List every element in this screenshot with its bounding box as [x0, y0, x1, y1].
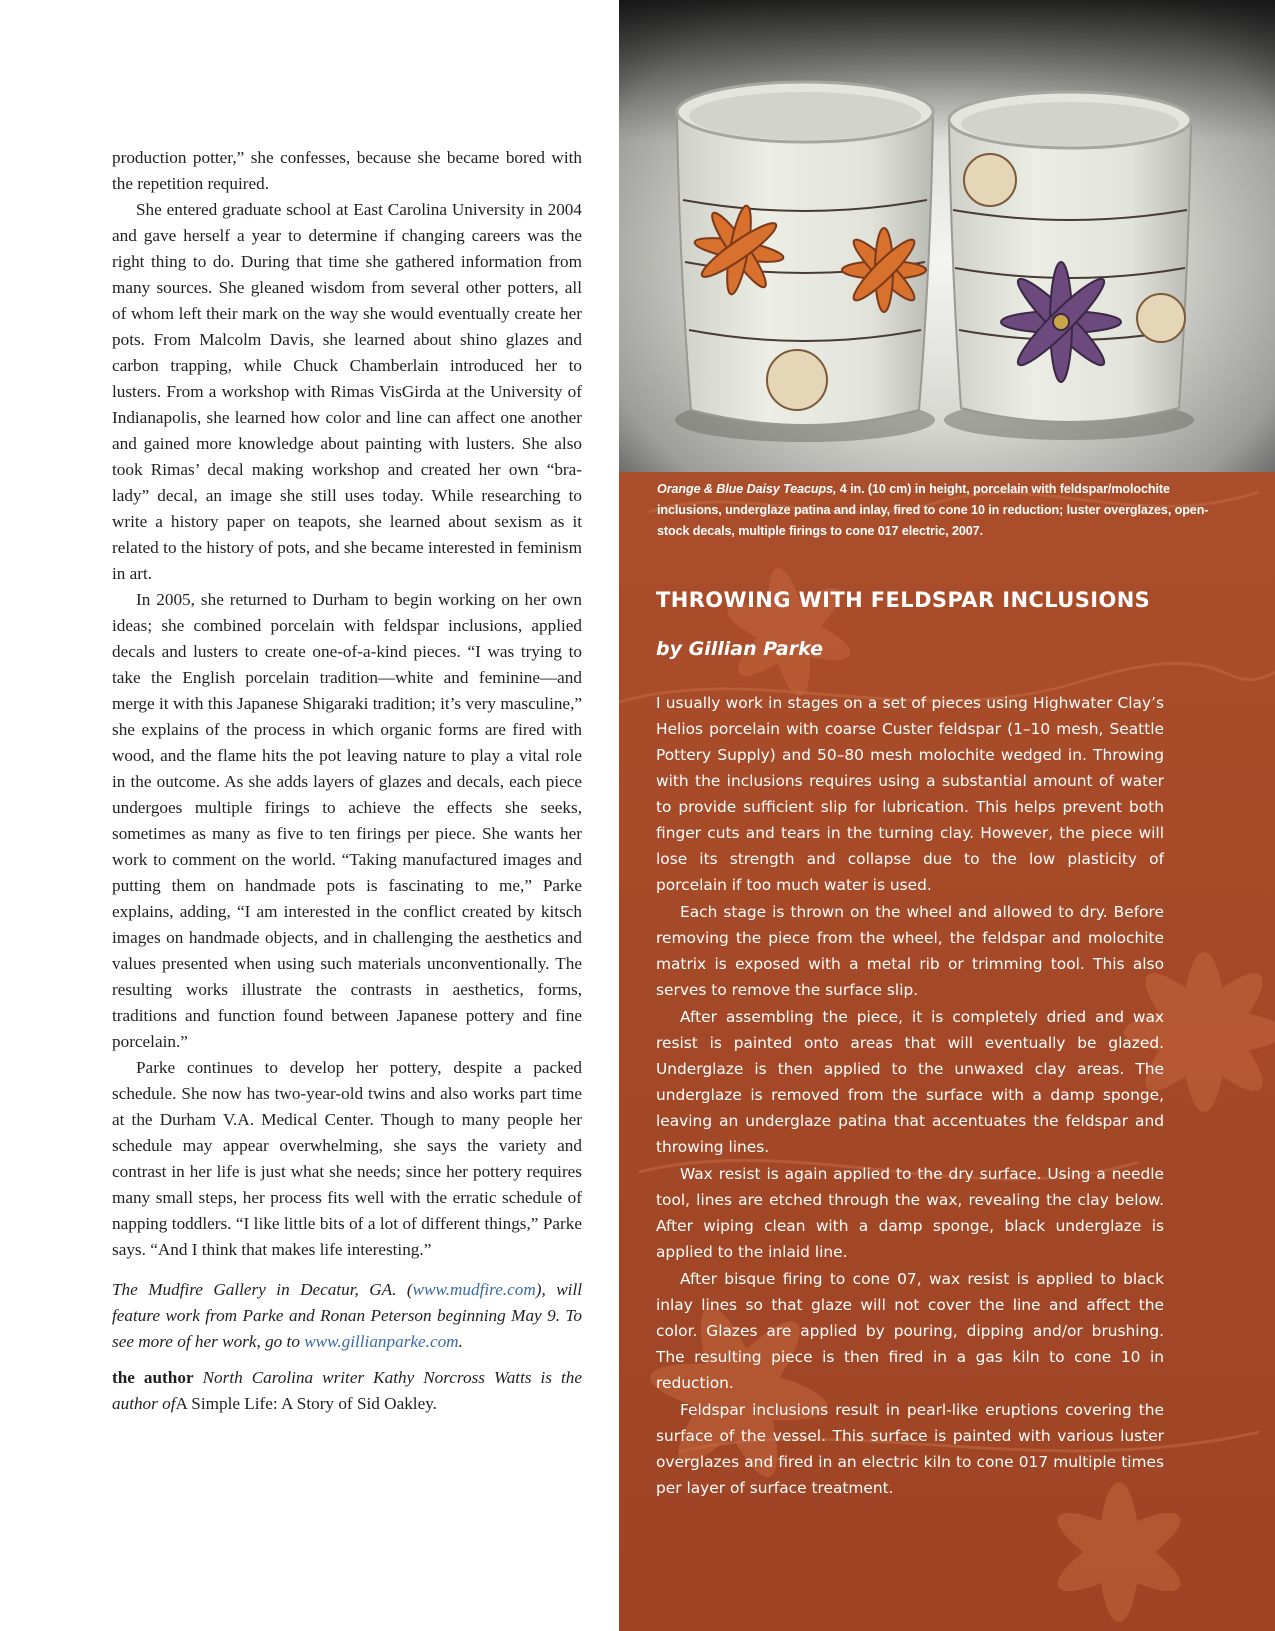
sidebar-paragraph: After assembling the piece, it is completely dried and wax resist is painted onto areas that will eventually be glazed. Underglaze is then applied to the unwaxed clay areas. The underglaze is removed from the surface with a damp sponge, leaving an underglaze patina that accentuates the feldspar and throwing lines. — [656, 1008, 1164, 1156]
sidebar-title: THROWING WITH FELDSPAR INCLUSIONS — [656, 588, 1151, 612]
sidebar-panel — [619, 0, 1275, 1631]
caption-title: Orange & Blue Daisy Teacups, — [657, 482, 837, 496]
article-paragraph: In 2005, she returned to Durham to begin working on her own ideas; she combined porcelain with feldspar inclusions, applied decals and lusters to create one-of-a-kind pieces. “I was trying to take the English porcelain tradition—white and feminine—and merge it with this Japanese Shigaraki tradition; it’s very masculine,” she explains of the process in which organic forms are fired with wood, and the flame hits the pot leaving nature to play a vital role in the outcome. As she adds layers of glazes and decals, each piece undergoes multiple firings to achieve the effects she seeks, sometimes as many as five to ten firings per piece. She wants her work to comment on the world. “Taking manufactured images and putting them on handmade pots is fascinating to me,” Parke explains, adding, “I am interested in the conflict created by kitsch images on handmade objects, and in challenging the aesthetics and values presented when using such materials unconventionally. The resulting works illustrate the contrasts in aesthetics, forms, traditions and function found between Japanese pottery and fine porcelain.” — [112, 590, 582, 1051]
article-paragraph: She entered graduate school at East Carolina University in 2004 and gave herself a year to determine if changing careers was the right thing to do. During that time she gathered information from many sources. She gleaned wisdom from several other potters, all of whom left their mark on the way she would eventually create her pots. From Malcolm Davis, she learned about shino glazes and carbon trapping, while Chuck Chamberlain introduced her to lusters. From a workshop with Rimas VisGirda at the University of Indianapolis, she learned how color and line can affect one another and gained more knowledge about painting with lusters. She also took Rimas’ decal making workshop and created her own “bra-lady” decal, an image she still uses today. While researching to write a history paper on teapots, she learned about sexism as it related to the history of pots, and she became interested in feminism in art. — [112, 200, 582, 583]
sidebar-body — [656, 690, 1164, 1502]
teacups-photo — [619, 0, 1275, 472]
author-text: North Carolina writer Kathy Norcross Watts is the author of — [112, 1368, 582, 1413]
teacups-illustration — [619, 0, 1275, 472]
book-title: A Simple Life: A Story of Sid Oakley. — [175, 1394, 437, 1413]
note-text: The Mudfire Gallery in Decatur, GA. ( — [112, 1280, 413, 1299]
note-text: . — [458, 1332, 463, 1351]
photo-caption — [657, 479, 1237, 542]
right-teacup — [944, 92, 1194, 440]
sidebar-paragraph: Wax resist is again applied to the dry surface. Using a needle tool, lines are etched through the wax, revealing the clay below. After wiping clean with a damp sponge, black underglaze is applied to the inlaid line. — [656, 1165, 1164, 1261]
sidebar-paragraph: I usually work in stages on a set of pieces using Highwater Clay’s Helios porcelain with coarse Custer feldspar (1–10 mesh, Seattle Pottery Supply) and 50–80 mesh molochite wedged in. Throwing with the inclusions requires using a substantial amount of water to provide sufficient slip for lubrication. This helps prevent both finger cuts and tears in the turning clay. However, the piece will lose its strength and collapse due to the low plasticity of porcelain if too much water is used. — [656, 694, 1164, 894]
sidebar-paragraph: Each stage is thrown on the wheel and allowed to dry. Before removing the piece from the wheel, the feldspar and molochite matrix is exposed with a metal rib or trimming tool. This also serves to remove the surface slip. — [656, 903, 1164, 999]
author-bio — [112, 1365, 582, 1417]
caption-text: 4 in. (10 cm) in height, porcelain with feldspar/molochite inclusions, underglaze patina and inlay, fired to cone 10 in reduction; luster overglazes, open-stock decals, multiple firings to cone 017 electric, 2007. — [657, 482, 1209, 538]
sidebar-paragraph: After bisque firing to cone 07, wax resist is applied to black inlay lines so that glaze will not cover the line and affect the color. Glazes are applied by pouring, dipping and/or brushing. The resulting piece is then fired in a gas kiln to cone 10 in reduction. — [656, 1270, 1164, 1392]
article-paragraph: Parke continues to develop her pottery, despite a packed schedule. She now has two-year-old twins and also works part time at the Durham V.A. Medical Center. Though to many people her schedule may appear overwhelming, she says the variety and contrast in her life is just what she needs; since her pottery requires many small steps, her process fits well with the erratic schedule of napping toddlers. “I like little bits of a lot of different things,” Parke says. “And I think that makes life interesting.” — [112, 1058, 582, 1259]
mudfire-link[interactable]: www.mudfire.com — [412, 1280, 536, 1299]
gillianparke-link[interactable]: www.gillianparke.com — [304, 1332, 459, 1351]
article-paragraph: production potter,” she confesses, because she became bored with the repetition required. — [112, 148, 582, 193]
article-column — [112, 145, 582, 1417]
left-teacup — [675, 82, 935, 442]
author-label: the author — [112, 1368, 194, 1387]
sidebar-paragraph: Feldspar inclusions result in pearl-like eruptions covering the surface of the vessel. This surface is painted with various luster overglazes and fired in an electric kiln to cone 017 multiple times per layer of surface treatment. — [656, 1401, 1164, 1497]
gallery-note — [112, 1277, 582, 1355]
note-text: ), will feature work from Parke and Ronan Peterson beginning May 9. To see more of her work, go to — [112, 1280, 582, 1351]
sidebar-byline: by Gillian Parke — [656, 638, 823, 660]
